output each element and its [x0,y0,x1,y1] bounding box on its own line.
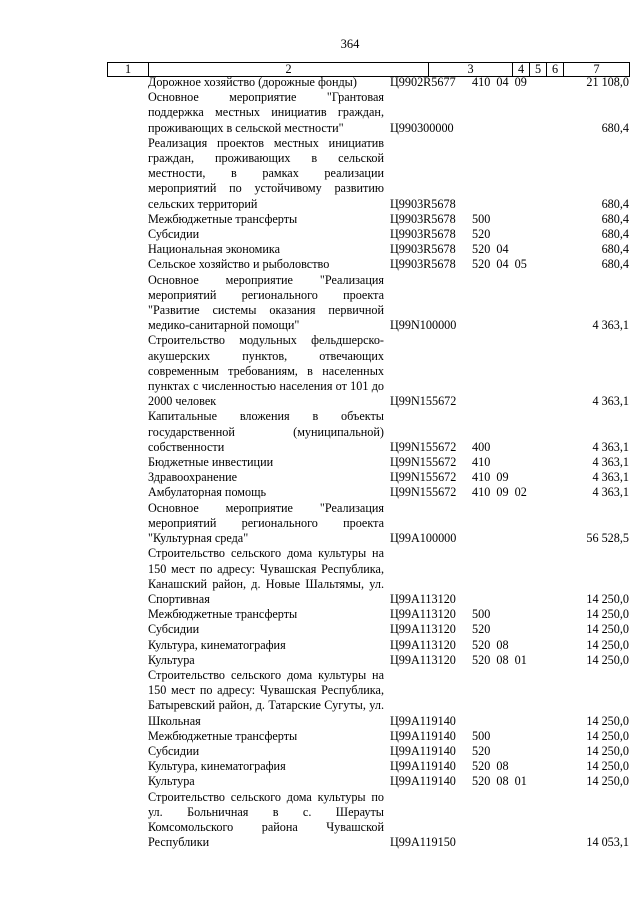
row-amount: 14 053,1 [586,835,629,850]
row-index-cell [107,638,148,653]
row-amount: 680,4 [601,242,629,257]
row-code: Ц9903R5678 [390,257,456,272]
row-codes: 410 09 [472,470,509,485]
row-index-cell [107,90,148,136]
row-name: Культура [148,652,195,667]
row-code: Ц99N100000 [390,318,457,333]
row-codes: 520 08 01 [472,774,527,789]
row-name: Субсидии [148,622,200,637]
row-amount: 4 363,1 [592,485,629,500]
row-code: Ц99A113120 [390,607,456,622]
row-name: Межбюджетные трансферты [148,728,298,743]
row-name: Межбюджетные трансферты [148,211,298,226]
table-row [107,622,629,637]
row-code: Ц99A113120 [390,622,456,637]
row-codes [472,501,563,547]
row-name: Строительство модульных фельдшерско-акушерских пунктов, отвечающих современным требованиям, в населенных пунктах с численностью населения от 101 до 2000 человек [148,333,384,409]
row-code: Ц99N155672 [390,470,457,485]
row-code: Ц9903R5678 [390,196,456,211]
row-name: Национальная экономика [148,242,281,257]
row-amount: 4 363,1 [592,318,629,333]
table-row [107,90,629,136]
row-code: Ц99A119140 [390,759,456,774]
row-index-cell [107,774,148,789]
row-index-cell [107,668,148,729]
row-codes [472,136,563,212]
row-codes: 520 04 05 [472,257,527,272]
row-index-cell [107,653,148,668]
row-name: Основное мероприятие "Реализация мероприятий регионального проекта "Культурная среда" [148,500,384,546]
row-name: Субсидии [148,743,200,758]
table-row [107,242,629,257]
row-codes: 400 [472,439,491,454]
row-amount: 14 250,0 [586,622,629,637]
row-code: Ц9903R5678 [390,211,456,226]
row-codes [472,546,563,607]
column-header: 7 [564,63,630,77]
row-code: Ц99N155672 [390,439,457,454]
row-index-cell [107,485,148,500]
row-amount: 4 363,1 [592,470,629,485]
table-row [107,455,629,470]
column-header: 2 [149,63,429,77]
page-number: 364 [340,37,360,51]
row-index-cell [107,744,148,759]
row-code: Ц9903R5678 [390,242,456,257]
row-name: Строительство сельского дома культуры на 150 мест по адресу: Чувашская Республика, Канашский район, д. Новые Шальтямы, ул. Спортивная [148,546,384,606]
table-row [107,638,629,653]
row-codes: 410 [472,455,491,470]
budget-table [107,75,629,850]
row-codes: 500 [472,607,491,622]
table-row [107,75,629,90]
row-amount: 21 108,0 [586,75,629,89]
table-row [107,409,629,455]
row-index-cell [107,242,148,257]
row-name: Культура [148,774,195,789]
row-code: Ц99A119140 [390,743,456,758]
table-row [107,212,629,227]
row-index-cell [107,136,148,212]
row-code: Ц99A119150 [390,835,456,850]
row-amount: 14 250,0 [586,591,629,606]
row-index-cell [107,273,148,334]
row-name: Строительство сельского дома культуры по ул. Больничная в с. Шерауты Комсомольского района Чувашской Республики [148,789,384,850]
table-row [107,333,629,409]
row-index-cell [107,409,148,455]
table-row [107,607,629,622]
row-codes: 520 08 01 [472,652,527,667]
table-row [107,744,629,759]
row-amount: 14 250,0 [586,743,629,758]
row-index-cell [107,470,148,485]
row-name: Межбюджетные трансферты [148,607,298,622]
row-code: Ц9903R5678 [390,227,456,242]
row-codes [472,790,563,851]
row-codes: 520 08 [472,637,509,652]
column-header: 6 [547,63,564,77]
table-row [107,774,629,789]
row-amount: 14 250,0 [586,607,629,622]
row-codes: 410 04 09 [472,75,527,89]
column-header: 3 [429,63,513,77]
row-index-cell [107,501,148,547]
row-codes [472,333,563,409]
table-row [107,668,629,729]
row-name: Основное мероприятие "Грантовая поддержка местных инициатив граждан, проживающих в сельской местности" [148,90,384,135]
row-amount: 680,4 [601,196,629,211]
row-index-cell [107,212,148,227]
row-index-cell [107,607,148,622]
row-amount: 14 250,0 [586,728,629,743]
row-index-cell [107,75,148,90]
row-name: Культура, кинематография [148,759,286,774]
table-row [107,729,629,744]
row-amount: 14 250,0 [586,774,629,789]
table-row [107,257,629,272]
row-name: Дорожное хозяйство (дорожные фонды) [148,75,357,89]
row-index-cell [107,759,148,774]
row-codes [472,90,563,136]
row-name: Реализация проектов местных инициатив граждан, проживающих в сельской местности, в рамках реализации мероприятий по устойчивому развитию сельских территорий [148,135,384,211]
row-amount: 680,4 [601,227,629,242]
row-name: Амбулаторная помощь [148,485,267,500]
table-row [107,470,629,485]
row-codes: 410 09 02 [472,485,527,500]
row-code: Ц99A100000 [390,531,457,546]
row-index-cell [107,546,148,607]
row-amount: 4 363,1 [592,394,629,409]
table-row [107,227,629,242]
column-header: 4 [513,63,530,77]
row-index-cell [107,227,148,242]
row-code: Ц99A113120 [390,637,456,652]
row-code: Ц99A113120 [390,652,456,667]
row-code: Ц99A119140 [390,713,456,728]
row-name: Сельское хозяйство и рыболовство [148,257,330,272]
row-name: Здравоохранение [148,470,238,485]
row-code: Ц99A113120 [390,591,456,606]
row-code: Ц990300000 [390,120,454,135]
row-amount: 14 250,0 [586,637,629,652]
row-amount: 680,4 [601,211,629,226]
row-index-cell [107,455,148,470]
row-amount: 14 250,0 [586,759,629,774]
row-codes: 520 [472,622,491,637]
row-amount: 680,4 [601,120,629,135]
table-row [107,136,629,212]
row-codes: 520 04 [472,242,509,257]
row-index-cell [107,790,148,851]
table-row [107,790,629,851]
row-codes [472,273,563,334]
row-amount: 56 528,5 [586,531,629,546]
table-row [107,501,629,547]
table-row [107,485,629,500]
column-header: 5 [530,63,547,77]
row-codes [472,668,563,729]
row-codes: 520 08 [472,759,509,774]
row-code: Ц99N155672 [390,455,457,470]
row-amount: 4 363,1 [592,439,629,454]
row-name: Строительство сельского дома культуры на 150 мест по адресу: Чувашская Республика, Батыревский район, д. Татарские Сугуты, ул. Школьная [148,667,384,728]
row-amount: 4 363,1 [592,455,629,470]
row-name: Капитальные вложения в объекты государственной (муниципальной) собственности [148,409,384,454]
row-amount: 14 250,0 [586,652,629,667]
row-code: Ц9902R5677 [390,75,456,89]
row-codes: 500 [472,728,491,743]
row-codes: 520 [472,743,491,758]
table-row [107,546,629,607]
row-amount: 680,4 [601,257,629,272]
row-index-cell [107,622,148,637]
row-code: Ц99N155672 [390,485,457,500]
row-codes: 520 [472,227,491,242]
row-name: Культура, кинематография [148,637,286,652]
row-name: Субсидии [148,227,200,242]
table-row [107,273,629,334]
row-code: Ц99A119140 [390,774,456,789]
row-codes: 500 [472,211,491,226]
row-code: Ц99N155672 [390,394,457,409]
row-name: Бюджетные инвестиции [148,455,274,470]
row-name: Основное мероприятие "Реализация мероприятий регионального проекта "Развитие системы оказания первичной медико-санитарной помощи" [148,272,384,333]
table-row [107,759,629,774]
row-code: Ц99A119140 [390,728,456,743]
column-header: 1 [108,63,149,77]
row-index-cell [107,729,148,744]
row-amount: 14 250,0 [586,713,629,728]
table-row [107,653,629,668]
row-index-cell [107,333,148,409]
row-index-cell [107,257,148,272]
